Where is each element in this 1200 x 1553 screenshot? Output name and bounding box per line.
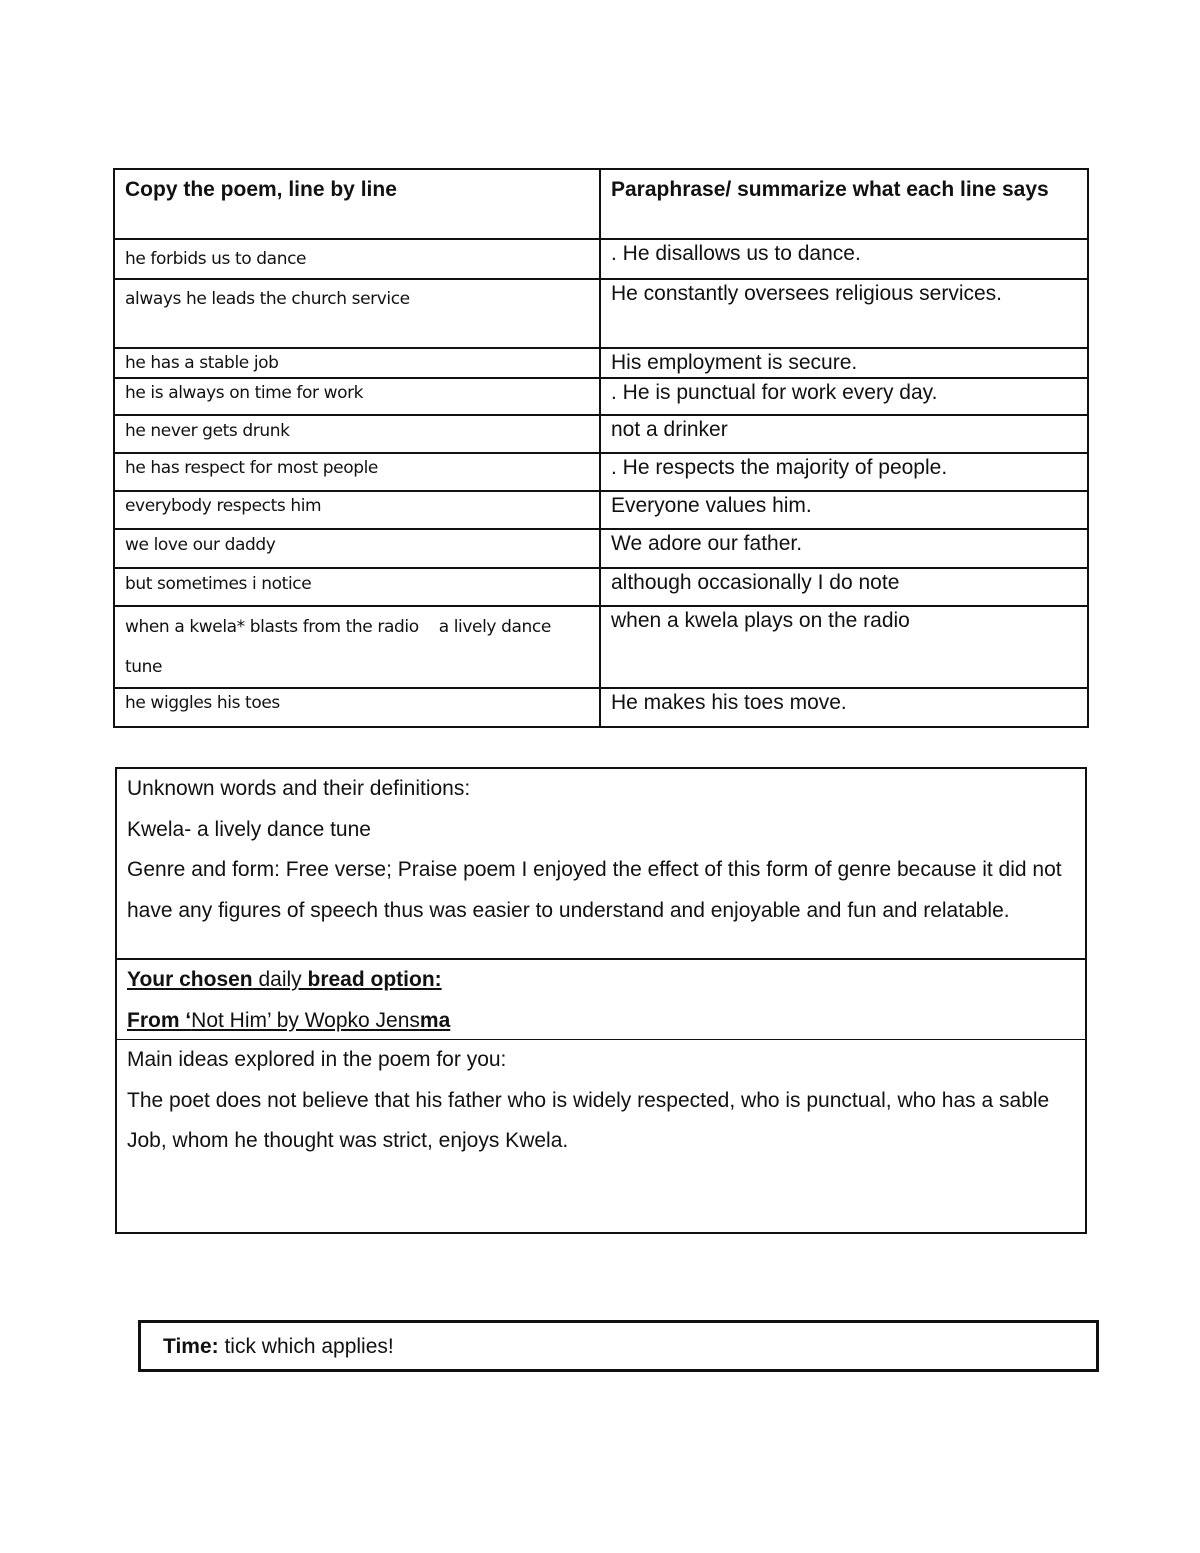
definitions-box — [115, 767, 1087, 960]
poem-line: he forbids us to dance — [114, 239, 600, 279]
time-label: Time: — [163, 1335, 219, 1358]
poem-line: he wiggles his toes — [114, 688, 600, 727]
main-ideas-text: The poet does not believe that his father who is widely respected, who is punctual, who has a sable Job, whom he thought was strict, enjoys Kwela. — [127, 1088, 1050, 1152]
paraphrase: . He disallows us to dance. — [600, 239, 1088, 279]
poem-line: everybody respects him — [114, 491, 600, 529]
paraphrase: We adore our father. — [600, 529, 1088, 568]
poem-line: we love our daddy — [114, 529, 600, 568]
poem-line: he is always on time for work — [114, 378, 600, 415]
from-label: From ‘ — [127, 1008, 192, 1032]
table-row — [114, 239, 1088, 279]
chosen-poem-title — [127, 1001, 1075, 1042]
definition-kwela: Kwela- a lively dance tune — [127, 817, 371, 841]
chosen-label: Your chosen — [127, 968, 253, 991]
poem-line: he has respect for most people — [114, 453, 600, 491]
paraphrase: Everyone values him. — [600, 491, 1088, 529]
table-row — [114, 606, 1088, 688]
genre-and-form: Genre and form: Free verse; Praise poem I enjoyed the effect of this form of genre because it did not have any figures of speech thus was easier to understand and enjoyable and fun and relatable. — [127, 858, 1062, 922]
paraphrase: . He is punctual for work every day. — [600, 378, 1088, 415]
poem-line: always he leads the church service — [114, 279, 600, 348]
chosen-option-heading — [127, 960, 1075, 1001]
chosen-option-box — [115, 958, 1087, 1041]
table-header-row — [114, 169, 1088, 239]
chosen-bread-option: bread option: — [307, 968, 442, 991]
poem-line: but sometimes i notice — [114, 568, 600, 606]
time-box — [138, 1320, 1099, 1372]
poem-line: he has a stable job — [114, 348, 600, 378]
definitions-heading: Unknown words and their definitions: — [127, 777, 471, 800]
paraphrase: when a kwela plays on the radio — [600, 606, 1088, 688]
table-row — [114, 378, 1088, 415]
poem-title-end: ma — [419, 1008, 451, 1032]
time-instruction: tick which applies! — [218, 1335, 394, 1358]
paraphrase: He makes his toes move. — [600, 688, 1088, 727]
table-row — [114, 348, 1088, 378]
poem-title: Not Him’ by Wopko Jens — [191, 1008, 420, 1032]
table-row — [114, 279, 1088, 348]
table-row — [114, 491, 1088, 529]
poem-line: when a kwela* blasts from the radio a lively dance tune — [114, 606, 600, 688]
table-row — [114, 453, 1088, 491]
paraphrase: not a drinker — [600, 415, 1088, 453]
table-row — [114, 688, 1088, 727]
table-row — [114, 529, 1088, 568]
paraphrase: . He respects the majority of people. — [600, 453, 1088, 491]
table-row — [114, 568, 1088, 606]
header-copy-poem: Copy the poem, line by line — [114, 169, 600, 239]
time-line — [163, 1323, 1074, 1371]
poem-table — [113, 168, 1089, 728]
main-ideas-heading: Main ideas explored in the poem for you: — [127, 1048, 507, 1071]
main-ideas-box — [115, 1039, 1087, 1234]
paraphrase: although occasionally I do note — [600, 568, 1088, 606]
table-row — [114, 415, 1088, 453]
header-paraphrase: Paraphrase/ summarize what each line says — [600, 169, 1088, 239]
paraphrase: He constantly oversees religious services. — [600, 279, 1088, 348]
paraphrase: His employment is secure. — [600, 348, 1088, 378]
chosen-daily: daily — [252, 968, 308, 991]
poem-line: he never gets drunk — [114, 415, 600, 453]
